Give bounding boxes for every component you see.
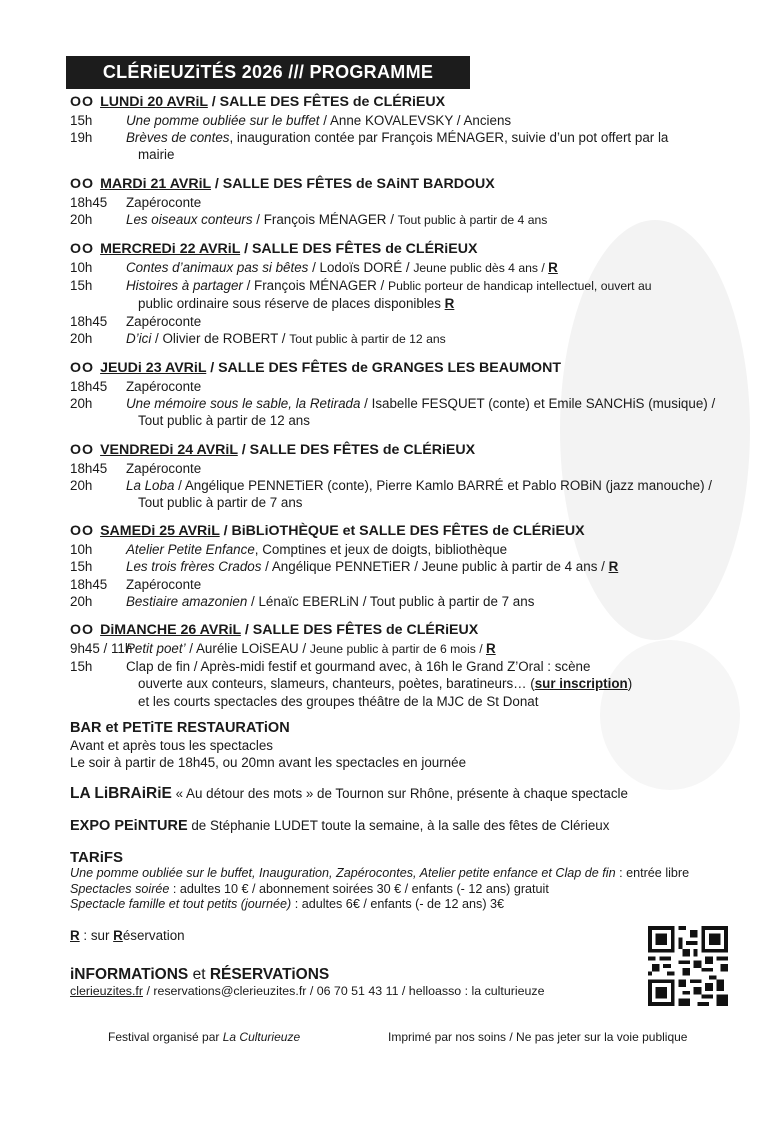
event-info-continued — [126, 675, 750, 692]
reservation-mark: R — [548, 260, 558, 276]
event-details — [126, 211, 750, 229]
event-details — [126, 259, 750, 277]
event-info: / François MÉNAGER / — [242, 278, 388, 294]
event-title: Les oiseaux conteurs — [126, 211, 253, 227]
day-date: MARDi 21 AVRiL — [100, 175, 211, 192]
event-info: Tout public à partir de 12 ans — [138, 413, 310, 429]
tarif-item: Spectacles soirée — [70, 881, 170, 896]
event-row — [70, 129, 750, 163]
website-link[interactable]: clerieuzites.fr — [70, 984, 143, 998]
event-row — [70, 330, 750, 348]
day-block — [70, 239, 750, 348]
event-row — [70, 395, 750, 429]
event-row — [70, 640, 750, 658]
event-details — [126, 558, 750, 575]
event-info: , inauguration contée par François MÉNAGER, suivie d’un pot offert par la — [229, 130, 669, 146]
event-title: Une pomme oubliée sur le buffet — [126, 113, 320, 128]
programme-banner: CLÉRiEUZiTÉS 2026 /// PROGRAMME — [66, 56, 470, 89]
event-info: / Lénaïc EBERLiN / Tout public à partir de 7 ans — [247, 593, 535, 609]
event-title: D’ici — [126, 330, 152, 346]
tarif-price: : adultes 10 € / abonnement soirées 30 € / enfants (- 12 ans) gratuit — [169, 881, 549, 896]
event-time: 18h45 — [70, 460, 108, 476]
event-row — [70, 576, 750, 593]
event-title: Atelier Petite Enfance — [126, 542, 255, 558]
days-list — [70, 92, 750, 710]
event-details — [126, 378, 750, 395]
event-details — [126, 640, 750, 658]
day-venue: / SALLE DES FÊTES de CLÉRiEUX — [207, 94, 446, 110]
event-info: ) — [627, 676, 633, 692]
event-row — [70, 558, 750, 575]
day-heading — [70, 92, 750, 112]
organizer-name: La Culturieuze — [222, 1030, 301, 1044]
event-row — [70, 194, 750, 211]
resa-letter: R — [70, 927, 80, 943]
event-row — [70, 313, 750, 330]
circle-marks: OO — [70, 94, 95, 110]
event-audience: Public porteur de handicap intellectuel, ouvert au — [387, 279, 652, 294]
event-info: Clap de fin / Après-midi festif et gourmand avec, à 16h le Grand Z’Oral : scène — [126, 659, 591, 675]
day-block — [70, 440, 750, 512]
reservation-mark: sur inscription — [534, 676, 628, 692]
event-time: 19h — [70, 130, 93, 146]
event-row — [70, 460, 750, 477]
day-block — [70, 358, 750, 430]
event-time: 18h45 — [70, 194, 108, 210]
info-heading-part: iNFORMATiONS — [70, 965, 189, 983]
circle-marks: OO — [70, 241, 95, 258]
event-details — [126, 129, 750, 163]
expo-heading: EXPO PEiNTURE — [70, 817, 188, 834]
event-info: / Angélique PENNETiER / Jeune public à partir de 4 ans / — [261, 559, 609, 575]
event-title: Brèves de contes — [126, 130, 230, 146]
footer-left — [108, 1030, 300, 1044]
day-venue: / SALLE DES FÊTES de SAiNT BARDOUX — [210, 175, 495, 192]
event-time: 20h — [70, 477, 93, 493]
event-details — [126, 277, 750, 312]
circle-marks: OO — [70, 622, 95, 639]
event-details — [126, 593, 750, 610]
day-heading — [70, 358, 750, 378]
librairie-heading: LA LiBRAiRiE — [70, 785, 172, 803]
expo-section — [70, 817, 750, 835]
event-time: 20h — [70, 593, 93, 609]
day-date: SAMEDi 25 AVRiL — [100, 523, 220, 540]
event-info: public ordinaire sous réserve de places disponibles — [138, 296, 445, 312]
circle-marks: OO — [70, 175, 95, 192]
event-info: Zapéroconte — [126, 313, 202, 329]
event-time: 20h — [70, 211, 93, 227]
day-date: VENDREDi 24 AVRiL — [100, 441, 238, 458]
event-info: / Olivier de ROBERT / — [151, 330, 290, 346]
event-info-continued — [126, 494, 750, 511]
tarifs-heading: TARiFS — [70, 848, 124, 866]
event-time: 18h45 — [70, 379, 108, 395]
event-audience: Tout public à partir de 4 ans — [397, 212, 548, 227]
event-time: 20h — [70, 330, 93, 346]
event-details — [126, 477, 750, 511]
tarif-price: : entrée libre — [615, 866, 690, 881]
tarifs-line — [70, 866, 750, 882]
event-row — [70, 277, 750, 312]
event-time: 15h — [70, 559, 93, 575]
event-row — [70, 477, 750, 511]
event-time: 18h45 — [70, 576, 108, 592]
event-title: Histoires à partager — [126, 278, 243, 294]
event-time: 15h — [70, 113, 93, 128]
event-title: Une mémoire sous le sable, la Retirada — [126, 396, 361, 412]
event-info: Tout public à partir de 7 ans — [138, 495, 303, 511]
day-heading — [70, 239, 750, 259]
event-time: 15h — [70, 278, 93, 294]
day-block — [70, 174, 750, 229]
event-info: Zapéroconte — [126, 576, 202, 592]
event-title: Petit poet’ — [126, 641, 186, 657]
circle-marks: OO — [70, 360, 95, 377]
tarif-price: : adultes 6€ / enfants (- de 12 ans) 3€ — [291, 897, 505, 912]
event-time: 10h — [70, 260, 93, 276]
expo-text: de Stéphanie LUDET toute la semaine, à la salle des fêtes de Clérieux — [187, 817, 610, 833]
bar-section — [70, 720, 750, 772]
day-block — [70, 521, 750, 610]
event-info: Zapéroconte — [126, 460, 202, 476]
day-block — [70, 92, 750, 164]
programme-content — [70, 92, 750, 1000]
tarifs-line — [70, 897, 750, 913]
day-venue: / SALLE DES FÊTES de GRANGES LES BEAUMONT — [206, 360, 561, 377]
librairie-section — [70, 785, 750, 802]
info-heading-part: RÉSERVATiONS — [209, 965, 330, 983]
event-info: / Lodoïs DORÉ / — [308, 260, 414, 276]
resa-legend-text: éservation — [122, 927, 185, 943]
event-row — [70, 593, 750, 610]
day-date: JEUDi 23 AVRiL — [100, 360, 207, 377]
event-details — [126, 658, 750, 710]
event-info: ouverte aux conteurs, slameurs, chanteurs, poètes, baratineurs… ( — [138, 676, 535, 692]
resa-legend-text: : sur — [79, 927, 114, 943]
resa-letter: R — [113, 927, 123, 943]
event-info: / Aurélie LOiSEAU / — [185, 641, 310, 657]
librairie-text: « Au détour des mots » de Tournon sur Rhône, présente à chaque spectacle — [171, 786, 628, 802]
event-row — [70, 259, 750, 277]
event-info: Zapéroconte — [126, 379, 202, 395]
day-venue: / SALLE DES FÊTES de CLÉRiEUX — [240, 241, 478, 258]
day-date: LUNDi 20 AVRiL — [100, 94, 208, 110]
event-time: 9h45 / 11h — [70, 641, 133, 657]
event-time: 20h — [70, 396, 93, 412]
event-details — [126, 112, 750, 129]
day-heading — [70, 521, 750, 541]
event-row — [70, 541, 750, 558]
info-heading-part: et — [188, 965, 210, 983]
event-row — [70, 658, 750, 710]
event-row — [70, 378, 750, 395]
tarifs-line — [70, 882, 750, 898]
event-details — [126, 395, 750, 429]
event-time: 15h — [70, 659, 93, 675]
event-details — [126, 541, 750, 558]
event-title: Bestiaire amazonien — [126, 593, 248, 609]
bar-line: Avant et après tous les spectacles — [70, 738, 273, 754]
bar-heading: BAR et PETiTE RESTAURATiON — [70, 719, 290, 736]
event-info-continued — [126, 295, 750, 312]
event-info: mairie — [138, 147, 175, 163]
event-row — [70, 211, 750, 229]
footer-text: Festival organisé par — [108, 1030, 223, 1044]
qr-code[interactable] — [648, 926, 728, 1006]
event-info: , Comptines et jeux de doigts, bibliothèque — [254, 542, 508, 558]
event-title: Contes d’animaux pas si bêtes — [126, 260, 309, 276]
event-details — [126, 576, 750, 593]
event-info-continued — [126, 146, 750, 163]
event-title: La Loba — [126, 477, 175, 493]
event-details — [126, 460, 750, 477]
day-heading — [70, 440, 750, 460]
tarif-item: Spectacle famille et tout petits (journée) — [70, 897, 292, 912]
event-info: / Anne KOVALEVSKY / Anciens — [319, 113, 512, 128]
day-venue: / SALLE DES FÊTES de CLÉRiEUX — [237, 441, 476, 458]
event-info: / François MÉNAGER / — [252, 211, 398, 227]
reservation-mark: R — [608, 559, 619, 575]
circle-marks: OO — [70, 441, 95, 458]
event-info-continued — [126, 412, 750, 429]
reservation-mark: R — [486, 641, 496, 657]
day-venue: / BiBLiOTHÈQUE et SALLE DES FÊTES de CLÉRiEUX — [219, 523, 585, 540]
event-info-continued: et les courts spectacles des groupes théâtre de la MJC de St Donat — [138, 693, 539, 709]
day-venue: / SALLE DES FÊTES de CLÉRiEUX — [240, 622, 479, 639]
day-heading — [70, 174, 750, 194]
event-info: / Angélique PENNETiER (conte), Pierre Kamlo BARRÉ et Pablo ROBiN (jazz manouche) / — [174, 477, 712, 493]
event-info: Zapéroconte — [126, 194, 202, 210]
event-audience: Jeune public dès 4 ans / — [413, 261, 549, 276]
tarifs-section — [70, 849, 750, 913]
event-audience: Tout public à partir de 12 ans — [289, 331, 446, 346]
event-time: 10h — [70, 542, 93, 558]
bar-line: Le soir à partir de 18h45, ou 20mn avant les spectacles en journée — [70, 755, 467, 771]
day-block — [70, 620, 750, 710]
day-date: MERCREDi 22 AVRiL — [100, 241, 241, 258]
event-audience: Jeune public à partir de 6 mois / — [309, 642, 486, 657]
event-details — [126, 330, 750, 348]
footer-right: Imprimé par nos soins / Ne pas jeter sur la voie publique — [388, 1030, 688, 1044]
circle-marks: OO — [70, 523, 95, 540]
event-row — [70, 112, 750, 129]
reservation-mark: R — [444, 296, 455, 312]
event-details — [126, 313, 750, 330]
day-heading — [70, 620, 750, 640]
event-info: / Isabelle FESQUET (conte) et Emile SANCHiS (musique) / — [360, 396, 716, 412]
event-details — [126, 194, 750, 211]
event-time: 18h45 — [70, 313, 108, 329]
day-date: DiMANCHE 26 AVRiL — [100, 622, 241, 639]
tarif-item: Une pomme oubliée sur le buffet, Inauguration, Zapérocontes, Atelier petite enfance et Clap de fin — [70, 866, 616, 881]
contact-details: / reservations@clerieuzites.fr / 06 70 51 43 11 / helloasso : la culturieuze — [143, 984, 545, 998]
event-title: Les trois frères Crados — [126, 559, 262, 575]
